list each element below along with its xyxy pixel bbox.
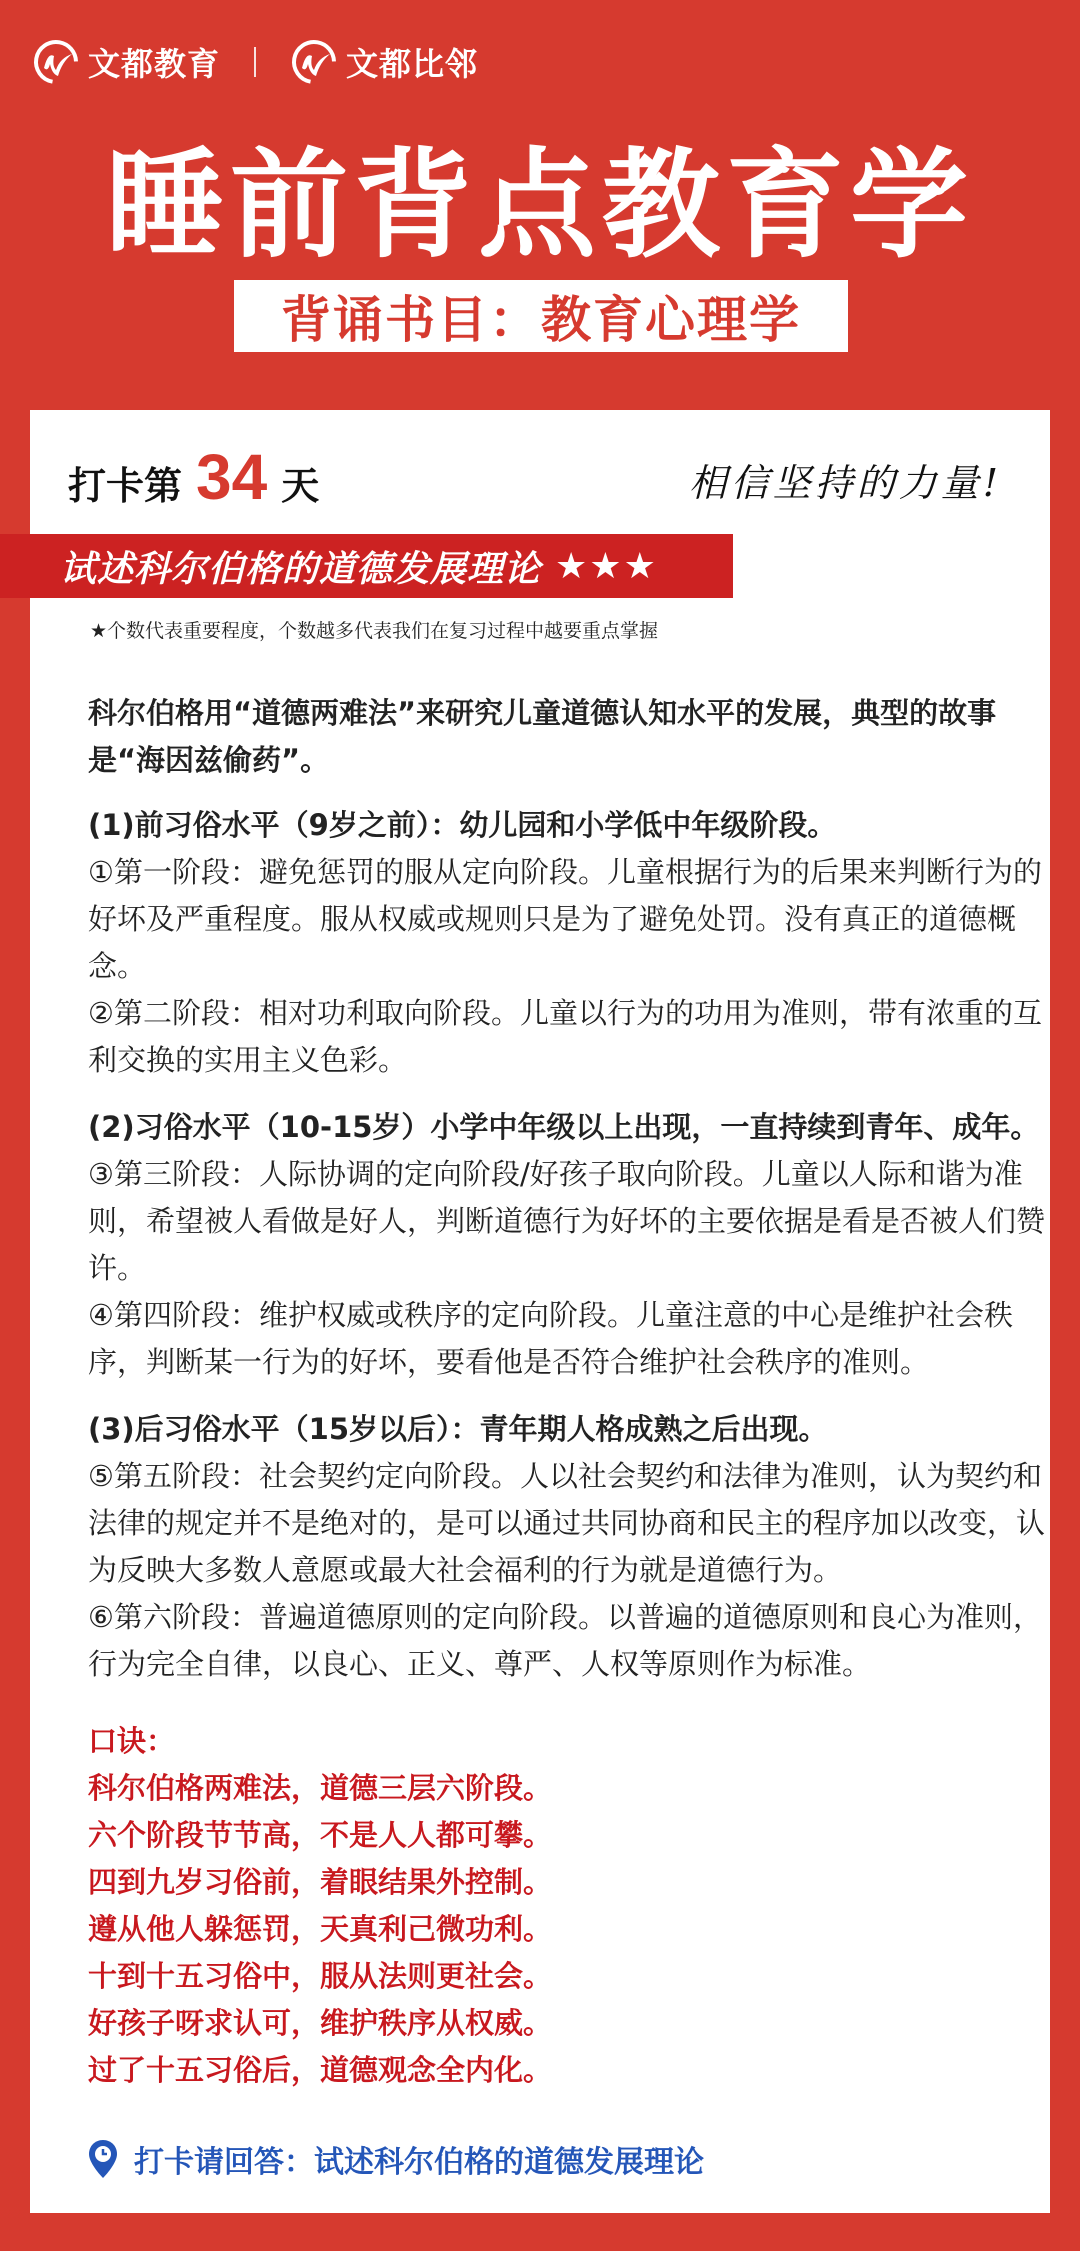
brand-bar: [32, 36, 478, 88]
mnemonic-line: 六个阶段节节高，不是人人都可攀。: [88, 1818, 553, 1852]
mnemonic-line: 科尔伯格两难法，道德三层六阶段。: [88, 1771, 553, 1805]
stage-item: ④第四阶段：维护权威或秩序的定向阶段。儿童注意的中心是维护社会秩序，判断某一行为的好坏，要看他是否符合维护社会秩序的准则。: [88, 1298, 1013, 1379]
topic-ribbon: [0, 534, 733, 598]
importance-note: ★个数代表重要程度，个数越多代表我们在复习过程中越要重点掌握: [90, 620, 659, 642]
level-heading: (1)前习俗水平（9岁之前）：幼儿园和小学低中年级阶段。: [88, 808, 837, 842]
stage-item: ②第二阶段：相对功利取向阶段。儿童以行为的功用为准则，带有浓重的互利交换的实用主义色彩。: [88, 996, 1042, 1077]
level-heading: (2)习俗水平（10-15岁）小学中年级以上出现，一直持续到青年、成年。: [88, 1110, 1040, 1144]
mnemonic-line: 过了十五习俗后，道德观念全内化。: [88, 2053, 553, 2087]
wendu-logo-icon: [32, 38, 80, 86]
checkin-prefix: 打卡第: [68, 464, 183, 508]
subtitle: 背诵书目：教育心理学: [281, 291, 801, 349]
content-card: [30, 410, 1050, 2213]
checkin-day-number: 34: [196, 441, 268, 513]
answer-prompt-text: 打卡请回答：试述科尔伯格的道德发展理论: [134, 2145, 704, 2180]
page-title: 睡前背点教育学: [105, 136, 974, 274]
brand-wendu-education: [32, 38, 220, 86]
mnemonic-line: 遵从他人躲惩罚，天真利己微功利。: [88, 1912, 553, 1946]
motto: 相信坚持的力量!: [688, 461, 1002, 505]
mnemonic-block: [88, 1718, 552, 2094]
brand-name: 文都教育: [88, 45, 221, 83]
mnemonic-line: 好孩子呀求认可，维护秩序从权威。: [88, 2006, 553, 2040]
location-clock-icon: [88, 2139, 118, 2179]
intro-paragraph: 科尔伯格用“道德两难法”来研究儿童道德认知水平的发展，典型的故事是“海因兹偷药”。: [88, 696, 997, 777]
topic-title: 试述科尔伯格的道德发展理论: [60, 548, 542, 590]
level-heading: (3)后习俗水平（15岁以后）：青年期人格成熟之后出现。: [88, 1412, 828, 1446]
importance-stars: ★★★: [555, 545, 658, 587]
checkin-day: [68, 440, 319, 514]
main-content: [88, 690, 1048, 1688]
stage-item: ⑤第五阶段：社会契约定向阶段。人以社会契约和法律为准则，认为契约和法律的规定并不是绝对的，是可以通过共同协商和民主的程序加以改变，认为反映大多数人意愿或最大社会福利的行为就是道德行为。: [88, 1459, 1046, 1587]
mnemonic-line: 十到十五习俗中，服从法则更社会。: [88, 1959, 553, 1993]
brand-wendu-bilin: [290, 38, 478, 86]
stage-item: ①第一阶段：避免惩罚的服从定向阶段。儿童根据行为的后果来判断行为的好坏及严重程度。服从权威或规则只是为了避免处罚。没有真正的道德概念。: [88, 855, 1042, 983]
checkin-suffix: 天: [281, 464, 320, 508]
stage-item: ⑥第六阶段：普遍道德原则的定向阶段。以普遍的道德原则和良心为准则，行为完全自律，以良心、正义、尊严、人权等原则作为标准。: [88, 1600, 1042, 1681]
stage-item: ③第三阶段：人际协调的定向阶段/好孩子取向阶段。儿童以人际和谐为准则，希望被人看做是好人，判断道德行为好坏的主要依据是看是否被人们赞许。: [88, 1157, 1046, 1285]
brand-divider: [254, 47, 256, 77]
wendu-logo-icon: [290, 38, 338, 86]
subtitle-box: [234, 280, 848, 352]
checkin-answer-prompt: [88, 2137, 704, 2181]
mnemonic-line: 四到九岁习俗前，着眼结果外控制。: [88, 1865, 553, 1899]
brand-name: 文都比邻: [346, 45, 479, 83]
mnemonic-label: 口诀：: [88, 1724, 176, 1758]
